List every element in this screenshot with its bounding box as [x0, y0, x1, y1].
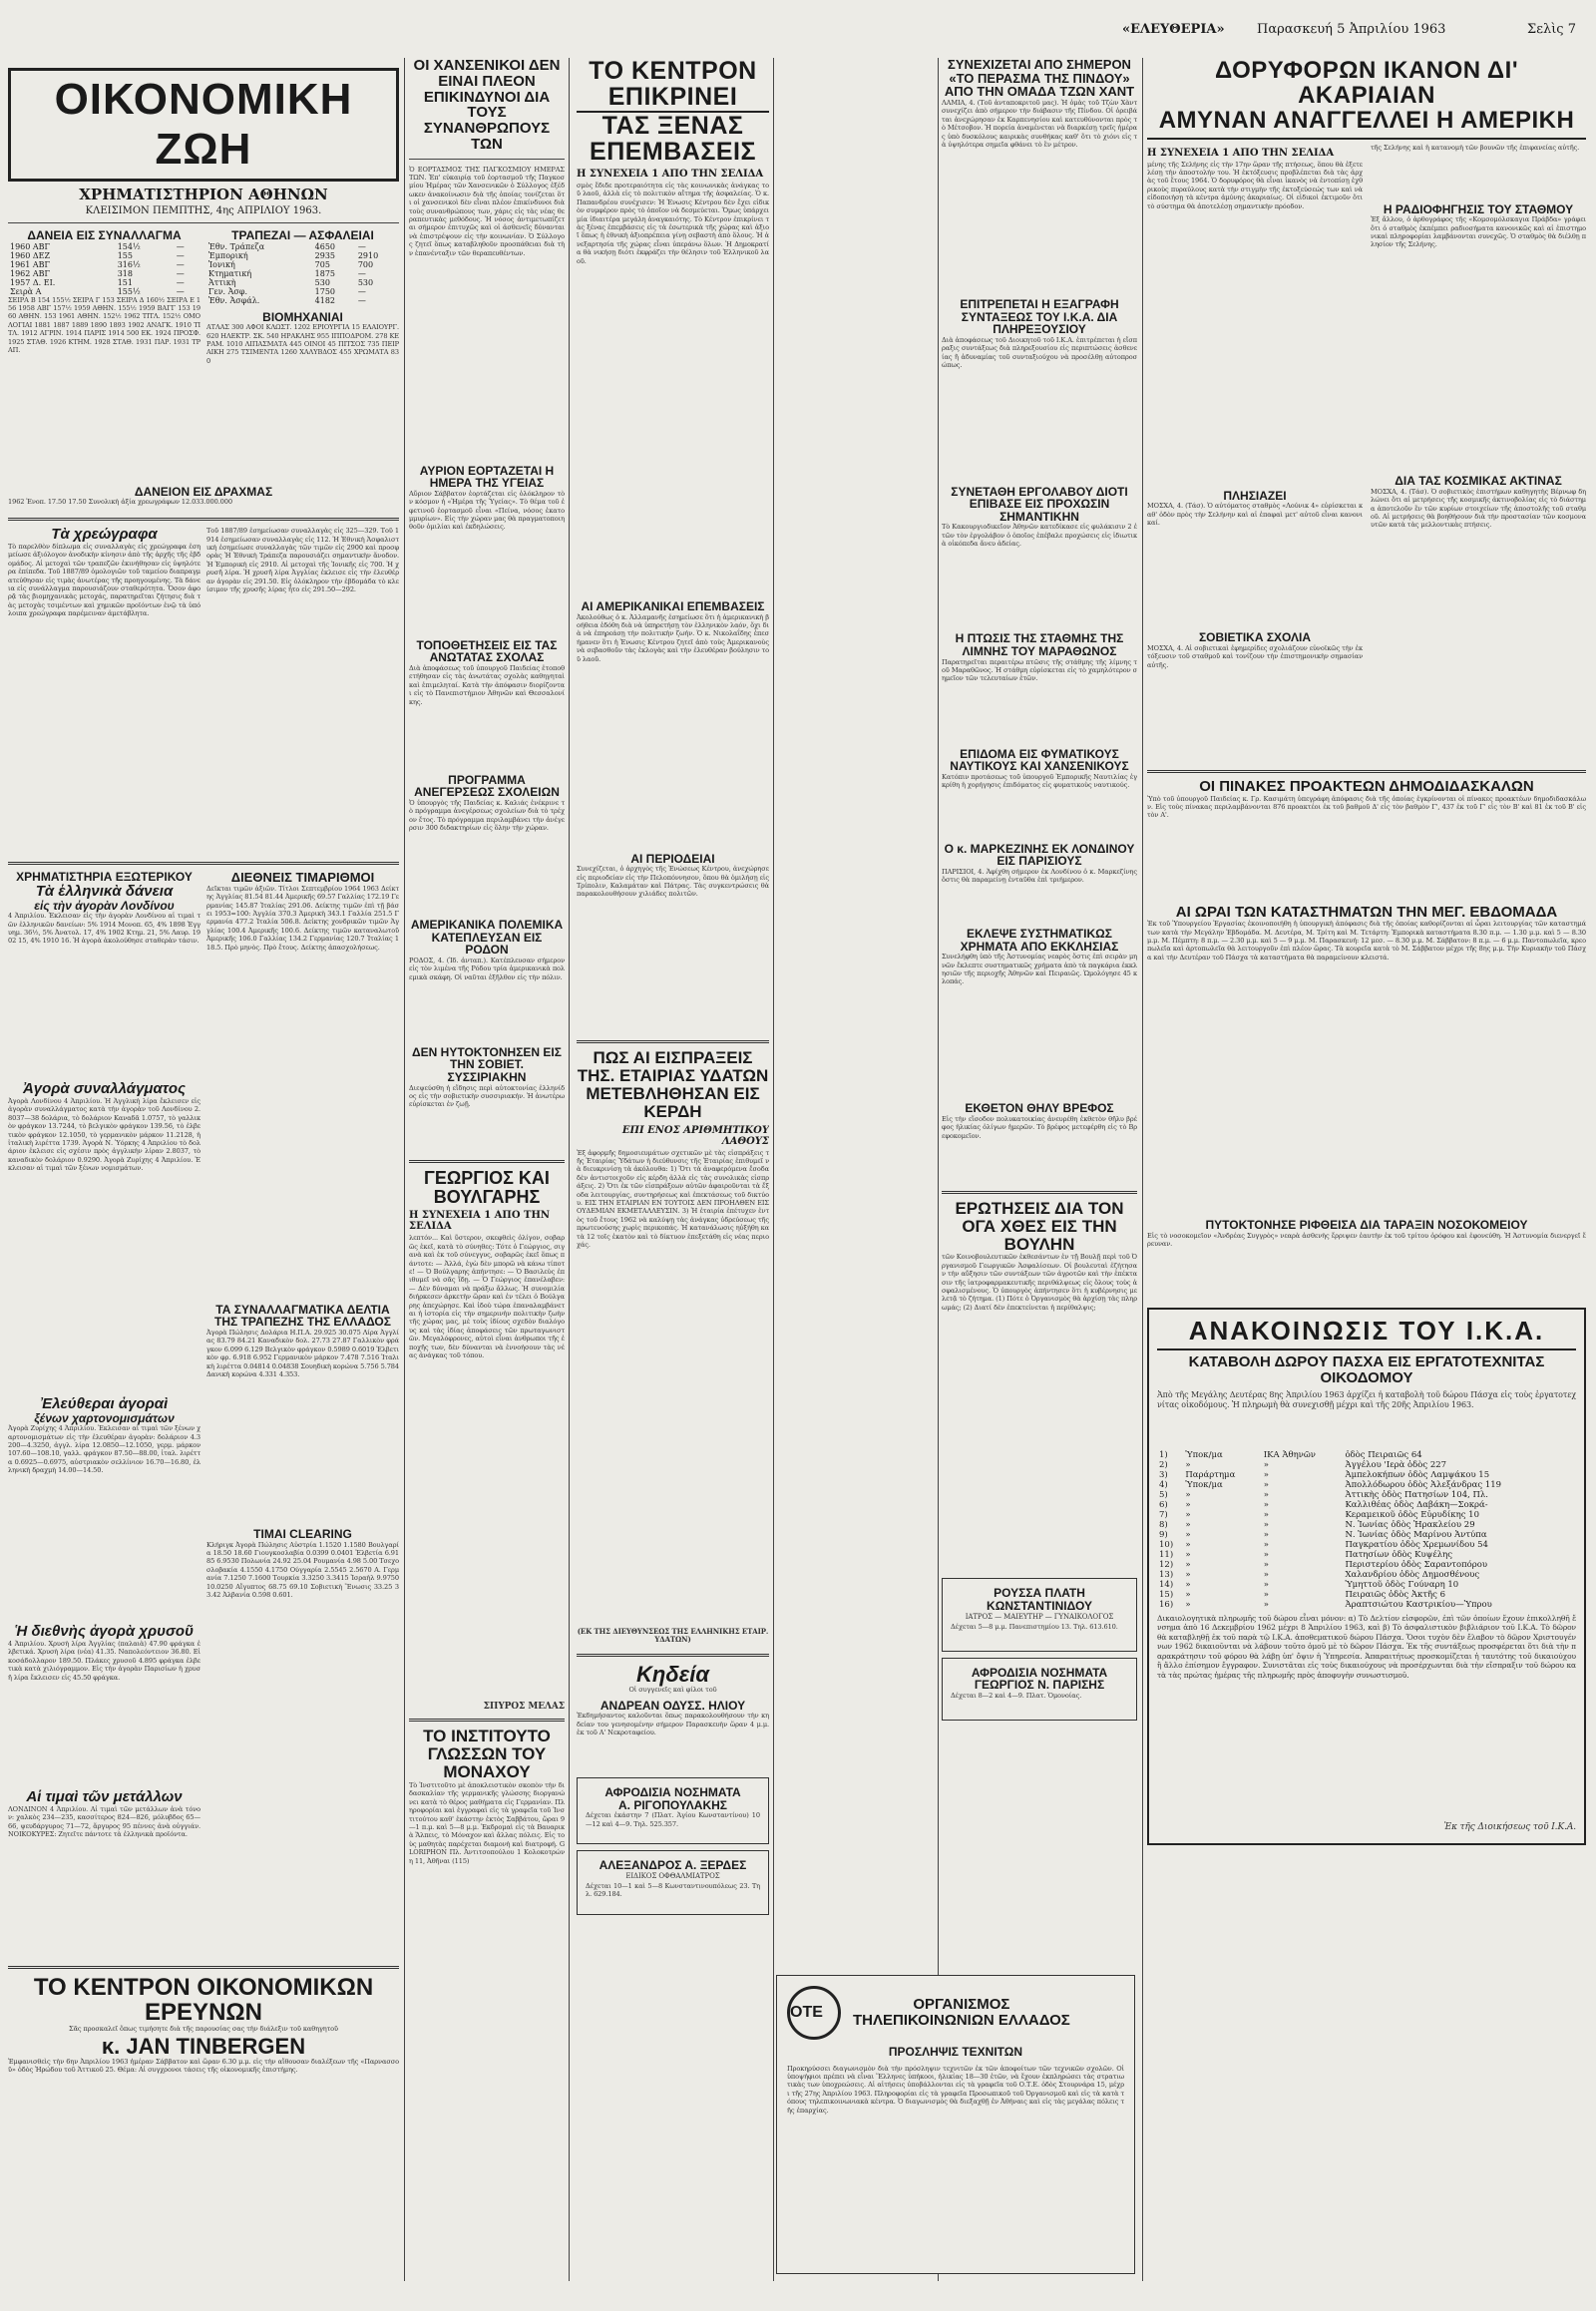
main-headline-line1: ΔΟΡΥΦΟΡΩΝ ΙΚΑΝΟΝ ΔΙ' ΑΚΑΡΙΑΙΑΝ [1214, 58, 1519, 110]
greek-loans-heading: Τὰ ἑλληνικὰ δάνεια [35, 882, 174, 900]
funeral-title: Κηδεία [635, 1661, 710, 1687]
table-cell: 2935 [314, 250, 335, 260]
table-cell: 155 [117, 250, 133, 260]
table-row [1157, 1480, 1576, 1490]
table-cell: 14) [1159, 1579, 1174, 1590]
table-cell: ΙΚΑ Ἀθηνῶν [1263, 1449, 1316, 1460]
table-cell: — [176, 241, 185, 251]
table-cell: Ἀττικὴ [208, 277, 236, 287]
table-cell: 2) [1159, 1459, 1168, 1470]
column-rule [773, 58, 774, 2281]
bonds-table [8, 242, 200, 296]
foreign-exchange-heading: ΧΡΗΜΑΤΙΣΤΗΡΙΑ ΕΞΩΤΕΡΙΚΟΥ [16, 870, 193, 885]
table-cell: » [1185, 1489, 1191, 1500]
table-cell: » [1185, 1539, 1191, 1550]
table-cell: » [1185, 1509, 1191, 1520]
table-cell: 154½ [117, 241, 141, 251]
clearing-heading: ΤΙΜΑΙ CLEARING [253, 1527, 352, 1542]
table-row [1157, 1510, 1576, 1520]
advertisement: ΑΛΕΞΑΝΔΡΟΣ Α. ΞΕΡΔΕΣ ΕΙΔΙΚΟΣ ΟΦΘΑΛΜΙΑΤΡΟΣ Δέχεται 10—1 καὶ 5—8 Κωνσταντινουπόλεως 23. Τηλ. 629.184. [577, 1850, 769, 1915]
table-cell: Ἀπολλόδωρου ὁδὸς Ἀλεξάνδρας 119 [1345, 1479, 1502, 1490]
table-filler: ΣΕΙΡΑ Β 154 155½ ΣΕΙΡΑ Γ 153 ΣΕΙΡΑ Δ 160½ ΣΕΙΡΑ Ε 156 1958 ΑΒΓ 157½ 1959 ΑΘΗΝ. 155½ 1959 ΒΑΓΓ 153 1960 ΑΘΗΝ. 153 1961 ΑΘΗΝ. 152½ 1962 ΤΙΤΛ. 152½ ΟΜΟΛΟΓΙΑΙ 1881 1887 1889 1890 1893 1902 ΑΝΑΓΚ. 1910 ΤΙΤΛ. 1912 ΑΓΡΙΝ. 1914 ΠΑΡΙΣ 1914 500 ΕΚ. 1924 ΠΡΟΣΦ. 1925 ΣΤΑΘ. 1926 ΚΤΗΜ. 1928 ΣΤΑΘ. 1931 ΠΑΡ. 1931 ΤΡΑΠ. [8, 295, 200, 355]
table-row [1157, 1520, 1576, 1530]
ad-title: ΑΦΡΟΔΙΣΙΑ ΝΟΣΗΜΑΤΑ [971, 1665, 1108, 1680]
subheading: ΠΛΗΣΙΑΖΕΙ [1223, 488, 1287, 503]
table-cell: Ἀμπελοκήπων ὁδὸς Λαμψάκου 15 [1345, 1469, 1490, 1480]
table-row [1157, 1540, 1576, 1550]
column-four: ΣΥΝΕΧΙΖΕΤΑΙ ΑΠΟ ΣΗΜΕΡΟΝ «ΤΟ ΠΕΡΑΣΜΑ ΤΗΣ ΠΙΝΔΟΥ» ΑΠΟ ΤΗΝ ΟΜΑΔΑ ΤΖΩΝ ΧΑΝΤ ΛΑΜΙΑ, 4. (Τοῦ ἀνταποκριτοῦ μας). Ἡ ὁμὰς τοῦ Τζὼν Χὰντ συνεχίζει ἀπὸ σήμερον τὴν διάβασιν τῆς Πίνδου. Οἱ ὀρειβάται ἀνεχώρησαν ἐκ Καρπενησίου καὶ κατευθύνονται πρὸς τὸ Μέτσοβον. Ἡ πορεία ἀναμένεται νὰ διαρκέσῃ τρεῖς ἡμέρας ὑπὸ δυσκόλους καιρικὰς συνθήκας καθ' ὅτι τὸ χιόνι εἰς τὰ ὑψηλότερα σημεῖα φθάνει τὸ ἓν μέτρον. ΕΠΙΤΡΕΠΕΤΑΙ Η ΕΞΑΓΡΑΦΗ ΣΥΝΤΑΞΕΩΣ ΤΟΥ Ι.Κ.Α. ΔΙΑ ΠΛΗΡΕΞΟΥΣΙΟΥ Διὰ ἀποφάσεως τοῦ Διοικητοῦ τοῦ Ι.Κ.Α. ἐπιτρέπεται ἡ εἴσπραξις συντάξεως διὰ πληρεξουσίου εἰς περιπτώσεις ἀσθενείας ἢ ἀδυναμίας τοῦ συνταξιούχου νὰ προσέλθῃ αὐτοπροσώπως. ΣΥΝΕΤΑΘΗ ΕΡΓΟΛΑΒΟΥ ΔΙΟΤΙ ΕΠΙΒΑΣΕ ΕΙΣ ΠΡΟΧΩΣΙΝ ΣΗΜΑΝΤΙΚΗΝ Τὸ Κακουργιοδικεῖον Ἀθηνῶν κατεδίκασε εἰς φυλάκισιν 2 ἐτῶν τὸν ἐργολάβον ὁ ὁποῖος ἐπέβαλε προχώσεις εἰς ἰδιωτικὰ οἰκόπεδα ἄνευ ἀδείας. Η ΠΤΩΣΙΣ ΤΗΣ ΣΤΑΘΜΗΣ ΤΗΣ ΛΙΜΝΗΣ ΤΟΥ ΜΑΡΑΘΩΝΟΣ Παρατηρεῖται περαιτέρω πτῶσις τῆς στάθμης τῆς λίμνης τοῦ Μαραθῶνος. Ἡ στάθμη εὑρίσκεται εἰς τὸ χαμηλότερον σημεῖον τῶν τελευταίων ἐτῶν. ΕΠΙΔΟΜΑ ΕΙΣ ΦΥΜΑΤΙΚΟΥΣ ΝΑΥΤΙΚΟΥΣ ΚΑΙ ΧΑΝΣΕΝΙΚΟΥΣ Κατόπιν προτάσεως τοῦ ὑπουργοῦ Ἐμπορικῆς Ναυτιλίας ἐγκρίθη ἡ χορήγησις ἐπιδόματος εἰς φυματικοὺς ναυτικούς. Ο κ. ΜΑΡΚΕΖΙΝΗΣ ΕΚ ΛΟΝΔΙΝΟΥ ΕΙΣ ΠΑΡΙΣΙΟΥΣ ΠΑΡΙΣΙΟΙ, 4. Ἀφίχθη σήμερον ἐκ Λονδίνου ὁ κ. Μαρκεζίνης ὅστις θὰ παραμείνῃ ἐνταῦθα ἐπὶ τριήμερον. ΕΚΛΕΨΕ ΣΥΣΤΗΜΑΤΙΚΩΣ ΧΡΗΜΑΤΑ ΑΠΟ ΕΚΚΛΗΣΙΑΣ Συνελήφθη ὑπὸ τῆς Ἀστυνομίας νεαρὸς ὅστις ἐπὶ σειρὰν μηνῶν ἔκλεπτε συστηματικῶς χρήματα ἀπὸ τὰ παγκάρια ἐκκλησιῶν τῆς περιοχῆς Ἀθηνῶν καὶ Πειραιῶς. Ὡμολόγησε 45 κλοπάς. ΕΚΘΕΤΟΝ ΘΗΛΥ ΒΡΕΦΟΣ Εἰς τὴν εἴσοδον πολυκατοικίας ἀνευρέθη ἐκθετὸν θῆλυ βρέφος ἡλικίας ὀλίγων ἡμερῶν. Τὸ βρέφος μετεφέρθη εἰς τὸ Βρεφοκομεῖον. ΕΡΩΤΗΣΕΙΣ ΔΙΑ ΤΟΝ ΟΓΑ ΧΘΕΣ ΕΙΣ ΤΗΝ ΒΟΥΛΗΝ τῶν Κοινοβουλευτικῶν ἐκθεσάντων ἐν τῇ Βουλῇ περὶ τοῦ Ὀργανισμοῦ Γεωργικῶν Ἀσφαλίσεων. Οἱ βουλευταὶ ἐζήτησαν τὴν αὔξησιν τῶν συντάξεων τῶν ἀγροτῶν καὶ τὴν ἐπέκτασιν τῆς ἰατροφαρμακευτικῆς περιθάλψεως εἰς ὅλους τοὺς ἀσφαλισμένους. Ὁ ὑπουργὸς ἀπήντησεν ὅτι ἡ κυβέρνησις μελετᾷ τὸ ζήτημα. (1) Πότε ὁ Ὀργανισμὸς θὰ ἀρχίσῃ τὰς πληρωμάς; (2) Διατί δὲν ἐπεκτείνεται ἡ περίθαλψις; ΡΟΥΣΣΑ ΠΛΑΤΗ ΚΩΝΣΤΑΝΤΙΝΙΔΟΥ ΙΑΤΡΟΣ — ΜΑΙΕΥΤΗΡ — ΓΥΝΑΙΚΟΛΟΓΟΣ Δέχεται 5—8 μ.μ. Πανεπιστημίου 13. Τηλ. 613.610. ΑΦΡΟΔΙΣΙΑ ΝΟΣΗΜΑΤΑ ΓΕΩΡΓΙΟΣ Ν. ΠΑΡΙΣΗΣ Δέχεται 8—2 καὶ 4—9. Πλατ. Ὁμονοίας. [942, 58, 1137, 2281]
table-cell: Παγκρατίου ὁδὸς Χρεμωνίδου 54 [1345, 1539, 1488, 1550]
ad-name: ΓΕΩΡΓΙΟΣ Ν. ΠΑΡΙΣΗΣ [974, 1678, 1105, 1693]
table-cell: » [1263, 1499, 1269, 1510]
ika-subtitle: ΚΑΤΑΒΟΛΗ ΔΩΡΟΥ ΠΑΣΧΑ ΕΙΣ ΕΡΓΑΤΟΤΕΧΝΙΤΑΣ ΟΙΚΟΔΟΜΟΥ [1157, 1348, 1576, 1386]
table-cell: » [1263, 1539, 1269, 1550]
table-row [8, 269, 200, 278]
gold-market-heading: Ἡ διεθνὴς ἀγορὰ χρυσοῦ [15, 1623, 194, 1641]
table-cell: » [1263, 1569, 1269, 1580]
section-masthead: ΟΙΚΟΝΟΜΙΚΗ ΖΩΗ [8, 68, 399, 182]
table-row [206, 251, 399, 260]
table-cell: Πειραιῶς ὁδὸς Ἀκτῆς 6 [1345, 1589, 1445, 1600]
table-cell: 10) [1159, 1539, 1174, 1550]
main-headline-line2: ΤΑΣ ΞΕΝΑΣ ΕΠΕΜΒΑΣΕΙΣ [590, 111, 756, 166]
ote-subtitle: ΠΡΟΣΛΗΨΙΣ ΤΕΧΝΙΤΩΝ [888, 2045, 1023, 2059]
table-cell: » [1185, 1459, 1191, 1470]
ad-title: ΑΛΕΞΑΝΔΡΟΣ Α. ΞΕΡΔΕΣ [598, 1858, 747, 1873]
column-three: ΤΟ ΚΕΝΤΡΟΝ ΕΠΙΚΡΙΝΕΙ ΤΑΣ ΞΕΝΑΣ ΕΠΕΜΒΑΣΕΙΣ Η ΣΥΝΕΧΕΙΑ 1 ΑΠΟ ΤΗΝ ΣΕΛΙΔΑ σμὸς ἔδιδε προτεραιότητα εἰς τὰς κοινωνικὰς ἀνάγκας τοῦ λαοῦ, ἀλλὰ εἰς τὸ πολιτικὸν αἴτημα τῆς ἀσφαλείας. Ὁ κ. Παπανδρέου συνέχισεν: Ἡ Ἑνωσις Κέντρου δὲν ἔχει εἰδικὸν συμφέρον πρὸς τὸ ὁποῖον νὰ δεσμεύεται. Ὅμως ὑπάρχει μία ἰδιαιτέρα μεγάλη ἀναγκαιότης. Τὸ Κέντρον ἐπικρίνει τὰς ξένας ἐπεμβάσεις εἰς τὰ ἐσωτερικὰ τῆς χώρας καὶ ἀξιοῖ ὅπως ἡ ἐθνικὴ ἀξιοπρέπεια γίνῃ σεβαστὴ ἀπὸ ὅλους. Ἡ ἀνεξαρτησία τῆς χώρας εἶναι ὑπεράνω ὅλων. Ἡ Δημοκρατία θὰ νικήσῃ διότι ἐκφράζει τὴν θέλησιν τοῦ Ἑλληνικοῦ λαοῦ. ΑΙ ΑΜΕΡΙΚΑΝΙΚΑΙ ΕΠΕΜΒΑΣΕΙΣ Ἀκολούθως ὁ κ. Ἀλλαμανῆς ἐσημείωσε ὅτι ἡ ἀμερικανικὴ βοήθεια ἐδόθη διὰ νὰ ὑπηρετήσῃ τὸν ἑλληνικὸν λαόν, ὄχι διὰ νὰ ἐπηρεάσῃ τὴν πολιτικὴν ζωήν. Ὁ κ. Νικολαΐδης ἐπεσήμανεν ὅτι ἡ Ἑνωσις Κέντρου ζητεῖ ἀπὸ τοὺς Ἀμερικανοὺς νὰ σεβασθοῦν τὰς ἐκλογὰς καὶ τὴν ἐλευθέραν βούλησιν τοῦ λαοῦ. ΑΙ ΠΕΡΙΟΔΕΙΑΙ Συνεχίζεται, ὁ ἀρχηγὸς τῆς Ἑνώσεως Κέντρου, ἀνεχώρησε εἰς περιοδείαν εἰς τὴν Πελοπόννησον, ὅπου θὰ ὁμιλήσῃ εἰς Τρίπολιν, Καλαμάταν καὶ Πάτρας. Τὰς συγκεντρώσεις θὰ παρακολουθήσουν χιλιάδες πολιτῶν. ΠΩΣ ΑΙ ΕΙΣΠΡΑΞΕΙΣ ΤΗΣ. ΕΤΑΙΡΙΑΣ ΥΔΑΤΩΝ ΜΕΤΕΒΛΗΘΗΣΑΝ ΕΙΣ ΚΕΡΔΗ ΕΠΙ ΕΝΟΣ ΑΡΙΘΜΗΤΙΚΟΥ ΛΑΘΟΥΣ Ἐξ ἀφορμῆς δημοσιευμάτων σχετικῶν μὲ τὰς εἰσπράξεις τῆς Ἑταιρίας Ὑδάτων ἡ διεύθυνσις τῆς Ἑταιρίας ἐπιθυμεῖ νὰ διευκρινίσῃ τὰ ἀκόλουθα: 1) Ὅτι τὰ ἀναφερόμενα ἔσοδα δὲν ἀντιστοιχοῦν εἰς κέρδη ἀλλὰ εἰς τὰς συνολικὰς εἰσπράξεις. 2) Ὅτι ἐκ τῶν εἰσπράξεων αὐτῶν ἀφαιροῦνται τὰ ἔξοδα λειτουργίας, συντηρήσεως καὶ ἐπεκτάσεως τοῦ δικτύου. ΕΙΣ ΤΗΝ ΕΤΑΙΡΙΑΝ ΕΝ ΤΟΥΤΟΙΣ ΔΕΝ ΠΡΟΗΛΘΕΝ ΕΙΣ ΟΥΔΕΜΙΑΝ ΕΚΜΕΤΑΛΛΕΥΣΙΝ. 3) Ἡ ἑταιρία ἐπέτυχεν ἐντὸς τοῦ ἔτους 1962 νὰ καλύψῃ τὰς ἀνάγκας ὑδρεύσεως τῆς πρωτευούσης χωρὶς περικοπάς. Ἡ κατανάλωσις ηὐξήθη κατὰ 12 τοῖς ἑκατὸν καὶ τὸ δίκτυον ἐπεξετάθη εἰς νέας περιοχάς. (ΕΚ ΤΗΣ ΔΙΕΥΘΥΝΣΕΩΣ ΤΗΣ ΕΛΛΗΝΙΚΗΣ ΕΤΑΙΡ. ΥΔΑΤΩΝ) Κηδεία Οἱ συγγενεῖς καὶ φίλοι τοῦ ΑΝΔΡΕΑΝ ΟΔΥΣΣ. ΗΛΙΟΥ Ἐκδημήσαντος καλοῦνται ὅπως παρακολουθήσουν τὴν κηδείαν του γενησομένην σήμερον Παρασκευὴν ὥραν 4 μ.μ. ἐκ τοῦ Α' Νεκροταφείου. ΑΦΡΟΔΙΣΙΑ ΝΟΣΗΜΑΤΑ Α. ΡΙΓΟΠΟΥΛΑΚΗΣ Δέχεται ἑκάστην 7 (Πλατ. Ἀγίου Κωνσταντίνου) 10—12 καὶ 4—9. Τηλ. 525.357. ΑΛΕΞΑΝΔΡΟΣ Α. ΞΕΡΔΕΣ ΕΙΔΙΚΟΣ ΟΦΘΑΛΜΙΑΤΡΟΣ Δέχεται 10—1 καὶ 5—8 Κωνσταντινουπόλεως 23. Τηλ. 629.184. [577, 58, 769, 2281]
table-cell: Ἐθν. Τράπεζα [208, 241, 265, 251]
currency-market-heading: Ἀγορὰ συναλλάγματος [22, 1080, 187, 1098]
ad-subtitle: ΙΑΤΡΟΣ — ΜΑΙΕΥΤΗΡ — ΓΥΝΑΙΚΟΛΟΓΟΣ [965, 1612, 1114, 1621]
table-cell: » [1263, 1479, 1269, 1490]
table-cell: ὁδὸς Πειραιῶς 64 [1345, 1449, 1422, 1460]
column-five: ΔΟΡΥΦΟΡΩΝ ΙΚΑΝΟΝ ΔΙ' ΑΚΑΡΙΑΙΑΝ ΑΜΥΝΑΝ ΑΝΑΓΓΕΛΛΕΙ Η ΑΜΕΡΙΚΗ Η ΣΥΝΕΧΕΙΑ 1 ΑΠΟ ΤΗΝ ΣΕΛΙΔΑ μένης τῆς Σελήνης εἰς τὴν 17ην ὥραν τῆς πτήσεως, ὅπου θὰ ἐξετελέσῃ τὴν ἀποστολήν του. Ἡ ἐκτόξευσις προβλέπεται διὰ τὰς ἀρχὰς τοῦ ἔτους 1964. Ὁ δορυφόρος θὰ εἶναι ἱκανὸς νὰ ἐντοπίσῃ ἐχθρικοὺς πυραύλους κατὰ τὴν στιγμὴν τῆς ἐκτοξεύσεώς των καὶ νὰ εἰδοποιήσῃ τὰ κέντρα ἀμύνης ἀκαριαίως. Οἱ εἰδικοὶ ἐκτιμοῦν ὅτι τὸ σύστημα θὰ ἀποτελέσῃ σημαντικὴν πρόοδον. ΠΛΗΣΙΑΖΕΙ ΜΟΣΧΑ, 4. (Τάσ). Ὁ αὐτόματος σταθμὸς «Λούνικ 4» εὑρίσκεται καθ' ὁδὸν πρὸς τὴν Σελήνην καὶ αἱ ἐπαφαὶ μετ' αὐτοῦ εἶναι κανονικαί. ΣΟΒΙΕΤΙΚΑ ΣΧΟΛΙΑ ΜΟΣΧΑ, 4. Αἱ σοβιετικαὶ ἐφημερίδες σχολιάζουν εὐνοϊκῶς τὴν ἐκτόξευσιν τοῦ σταθμοῦ καὶ τονίζουν τὴν ἐπιστημονικὴν σημασίαν αὐτῆς. τῆς Σελήνης καὶ ἡ κατανομὴ τῶν βουνῶν τῆς ἐπιφανείας αὐτῆς. Η ΡΑΔΙΟΦΗΓΗΣΙΣ ΤΟΥ ΣΤΑΘΜΟΥ Ἐξ ἄλλου, ὁ ἀρθογράφος τῆς «Κομσομόλσκαγια Πράβδα» γράφει ὅτι ὁ σταθμὸς ἐκπέμπει ραδιοσήματα κανονικῶς καὶ αἱ ἐπιστημονικαὶ πληροφορίαι λαμβάνονται συνεχῶς. Ὁ σταθμὸς θὰ διέλθῃ πλησίον τῆς Σελήνης. ΔΙΑ ΤΑΣ ΚΟΣΜΙΚΑΣ ΑΚΤΙΝΑΣ ΜΟΣΧΑ, 4. (Τάσ). Ὁ σοβιετικὸς ἐπιστήμων καθηγητὴς Βέρνωφ δηλώνει ὅτι αἱ μετρήσεις τῆς κοσμικῆς ἀκτινοβολίας εἰς τὸ διάστημα ἀποτελοῦν ἓν τῶν κυρίων στοιχείων τῆς ἀποστολῆς τοῦ σταθμοῦ. Αἱ μετρήσεις θὰ βοηθήσουν διὰ τὴν προστασίαν τῶν κοσμοναυτῶν κατὰ τὰς μελλοντικὰς πτήσεις. ΟΙ ΠΙΝΑΚΕΣ ΠΡΟΑΚΤΕΩΝ ΔΗΜΟΔΙΔΑΣΚΑΛΩΝ Ὑπὸ τοῦ ὑπουργοῦ Παιδείας κ. Γρ. Κασιμάτη ὑπεγράφη ἀπόφασις διὰ τῆς ὁποίας ἐγκρίνονται οἱ πίνακες προακτέων δημοδιδασκάλων. Εἰς τοὺς πίνακας περιλαμβάνονται 876 προακτέοι ἐκ τοῦ βαθμοῦ Δ' εἰς τὸν βαθμὸν Γ', 437 ἐκ τοῦ Γ' εἰς τὸν Β' καὶ 81 ἐκ τοῦ Β' εἰς τὸν Α'. ΑΙ ΩΡΑΙ ΤΩΝ ΚΑΤΑΣΤΗΜΑΤΩΝ ΤΗΝ ΜΕΓ. ΕΒΔΟΜΑΔΑ Ἐκ τοῦ Ὑπουργείου Ἐργασίας ἐκοινοποιήθη ἡ ὑπουργικὴ ἀπόφασις διὰ τῆς ὁποίας καθορίζονται αἱ ὧραι λειτουργίας τῶν καταστημάτων κατὰ τὴν Μεγάλην Ἑβδομάδα. Μ. Δευτέρα, Μ. Τρίτη καὶ Μ. Τετάρτη: Ἐμπορικὰ καταστήματα 8.30 π.μ. — 1.30 μ.μ. καὶ 5 — 8.30 μ.μ. Μ. Πέμπτη: 8 π.μ. — 2.30 μ.μ. καὶ 5 — 9 μ.μ. Μ. Παρασκευή: 12 μεσ. — 8.30 μ.μ. Μ. Σάββατον: 8 π.μ. — 6 μ.μ. Παντοπωλεῖα, κρεοπωλεῖα καὶ ἀρτοπωλεῖα θὰ λειτουργοῦν ἐπὶ πλέον ὥρας. Τὰ κουρεῖα κατὰ τὸ Μ. Σάββατον μέχρι τῆς 8ης μ.μ. Τὴν Κυριακὴν τοῦ Πάσχα καὶ τὴν Δευτέραν τοῦ Πάσχα τὰ καταστήματα θὰ παραμείνουν κλειστά. ΠΥΤΟΚΤΟΝΗΣΕ ΡΙΦΘΕΙΣΑ ΔΙΑ ΤΑΡΑΞΙΝ ΝΟΣΟΚΟΜΕΙΟΥ Εἰς τὸ νοσοκομεῖον «Ἀνδρέας Συγγρὸς» νεαρὰ ἀσθενὴς ἔρριψεν ἑαυτὴν ἐκ τοῦ τρίτου ὀρόφου καὶ ἐφονεύθη. Ἡ Ἀστυνομία διενεργεῖ ἔρευναν. ΑΝΑΚΟΙΝΩΣΙΣ ΤΟΥ Ι.Κ.Α. ΚΑΤΑΒΟΛΗ ΔΩΡΟΥ ΠΑΣΧΑ ΕΙΣ ΕΡΓΑΤΟΤΕΧΝΙΤΑΣ ΟΙΚΟΔΟΜΟΥ Ἀπὸ τῆς Μεγάλης Δευτέρας 8ης Ἀπριλίου 1963 ἀρχίζει ἡ καταβολὴ τοῦ δώρου Πάσχα εἰς τοὺς ἐργατοτεχνίτας οἰκοδόμους. Ἡ πληρωμὴ θὰ συνεχισθῇ μέχρι καὶ τῆς 20ῆς Ἀπριλίου 1963. 1) Ὑποκ/μα ΙΚΑ Ἀθηνῶν ὁδὸς Πειραιῶς 64 2) » » Ἀγγέλου 'Ιερὰ ὁδὸς 227 3) Παράρτημα » Ἀμπελοκήπων ὁδὸς Λαμψάκου 15 4) Ὑποκ/μα » Ἀπολλόδωρου ὁδὸς Ἀλεξάνδρας 119 5) » » Ἀττικὴς ὁδὸς Πατησίων 104, Πλ. 6) » » Καλλιθέας ὁδὸς Δαβάκη—Σοκρά- 7) » » Κεραμεικοῦ ὁδὸς Εὐρυδίκης 10 8) » » Ν. Ἰωνίας ὁδὸς Ἠρακλείου 29 9) » » Ν. Ἰωνίας ὁδὸς Μαρίνου Ἀντύπα 10) » » Παγκρατίου ὁδὸς Χρεμωνίδου 54 11) » » Πατησίων ὁδὸς Κυψέλης 12) » » Περιστερίου ὁδὸς Σαραντοπόρου 13) » » Χαλανδρίου ὁδὸς Δημοσθένους 14) » » Ὑμηττοῦ ὁδὸς Γούναρη 10 15) » » Πειραιῶς ὁδὸς Ἀκτῆς 6 16) » » Ἀραπτσιώτου Καστρικίου—Ὑπρου Δικαιολογητικὰ πληρωμῆς τοῦ δώρου εἶναι μόνον: α) Τὸ Δελτίον εἰσφορῶν, ἐπὶ τῶν ὁποίων ἔχουν ἐπικολληθῆ ἔνσημα ἀπὸ 16 Δεκεμβρίου 1962 μέχρι 8 Ἀπριλίου 1963, καὶ β) Τὸ ἀσφαλιστικὸν βιβλιάριον τοῦ Ι.Κ.Α. Τὸ δῶρον θὰ καταβληθῇ ἐκ τοῦ παρὰ τῷ Ι.Κ.Α. ἀποθεματικοῦ δώρου Πάσχα. Ὅσοι τυχὸν δὲν ἔλαβον τὸ δῶρον Χριστουγέννων 1962 δικαιοῦνται νὰ λάβουν τοῦτο ὁμοῦ μὲ τὸ δῶρον Πάσχα. Ἐκ τῆς συντάξεως προσφέρεται ὅτι διὰ τὴν παρακράτησιν τοῦ φόρου θὰ λάβῃ ὑπ' ὄψιν ἡ Ὑπηρεσία. Ἀπαραιτήτως προσκομίζεται ἡ ταυτότης τοῦ δικαιούχου ἢ ἄλλο ἐπίσημον ἔγγραφον. Συνιστᾶται εἰς τοὺς δικαιούχους νὰ προσέρχωνται διὰ τὴν εἴσπραξιν τοῦ δώρου κατὰ τὰς πρώτας ἡμέρας τῆς πληρωμῆς πρὸς ἀποφυγὴν συνωστισμοῦ. Ἐκ τῆς Διοικήσεως τοῦ Ι.Κ.Α. [1147, 58, 1586, 2281]
article-headline: ΣΥΝΕΤΑΘΗ ΕΡΓΟΛΑΒΟΥ ΔΙΟΤΙ ΕΠΙΒΑΣΕ ΕΙΣ ΠΡΟΧΩΣΙΝ ΣΗΜΑΝΤΙΚΗΝ [951, 484, 1128, 524]
table-row [1157, 1530, 1576, 1540]
table-cell: 6) [1159, 1499, 1168, 1510]
table-row [1157, 1490, 1576, 1500]
table-cell: 1875 [314, 268, 335, 278]
article-headline: Ο κ. ΜΑΡΚΕΖΙΝΗΣ ΕΚ ΛΟΝΔΙΝΟΥ ΕΙΣ ΠΑΡΙΣΙΟΥΣ [944, 841, 1135, 869]
table-cell: 530 [357, 277, 374, 287]
table-row [1157, 1580, 1576, 1590]
table-cell: Ἀγγέλου 'Ιερὰ ὁδὸς 227 [1345, 1459, 1447, 1470]
banks-table [206, 242, 399, 305]
table-cell: Περιστερίου ὁδὸς Σαραντοπόρου [1345, 1559, 1488, 1570]
table-cell: Ν. Ἰωνίας ὁδὸς Μαρίνου Ἀντύπα [1345, 1529, 1487, 1540]
table-cell: 1957 Δ. ΕΙ. [10, 277, 56, 287]
table-cell: — [176, 277, 185, 287]
funeral-name: ΑΝΔΡΕΑΝ ΟΔΥΣΣ. ΗΛΙΟΥ [599, 1698, 746, 1713]
securities-heading: Τὰ χρεώγραφα [51, 526, 158, 544]
column-rule [1142, 58, 1143, 2281]
table-cell: 4650 [314, 241, 335, 251]
table-cell: » [1263, 1469, 1269, 1480]
table-cell: Ὑμηττοῦ ὁδὸς Γούναρη 10 [1345, 1579, 1459, 1590]
table-cell: — [357, 241, 366, 251]
article-headline: ΠΡΟΓΡΑΜΜΑ ΑΝΕΓΕΡΣΕΩΣ ΣΧΟΛΕΙΩΝ [414, 772, 560, 800]
table-cell: — [176, 268, 185, 278]
table-heading: ΒΙΟΜΗΧΑΝΙΑΙ [262, 309, 343, 324]
ad-title: ΡΟΥΣΣΑ ΠΛΑΤΗ ΚΩΝΣΤΑΝΤΙΝΙΔΟΥ [987, 1586, 1092, 1613]
table-row [206, 260, 399, 269]
table-cell: 1961 ΑΒΓ [10, 259, 51, 269]
ad-subtitle: ΕΙΔΙΚΟΣ ΟΦΘΑΛΜΙΑΤΡΟΣ [625, 1872, 720, 1881]
subheading: ΣΟΒΙΕΤΙΚΑ ΣΧΟΛΙΑ [1198, 630, 1312, 645]
table-cell: 318 [117, 268, 133, 278]
table-cell: 1) [1159, 1449, 1168, 1460]
ad-name: Α. ΡΙΓΟΠΟΥΛΑΚΗΣ [617, 1797, 727, 1812]
table-cell: Χαλανδρίου ὁδὸς Δημοσθένους [1345, 1569, 1480, 1580]
table-cell: 16) [1159, 1599, 1174, 1610]
table-row [1157, 1500, 1576, 1510]
column-rule [404, 58, 405, 2281]
article-signature: ΣΠΥΡΟΣ ΜΕΛΑΣ [483, 1702, 565, 1713]
table-cell: Παράρτημα [1185, 1469, 1236, 1480]
table-cell: » [1185, 1579, 1191, 1590]
table-cell: — [176, 250, 185, 260]
subheading: Η ΡΑΔΙΟΦΗΓΗΣΙΣ ΤΟΥ ΣΤΑΘΜΟΥ [1383, 201, 1574, 216]
table-cell: Ν. Ἰωνίας ὁδὸς Ἠρακλείου 29 [1345, 1519, 1475, 1530]
table-row [206, 269, 399, 278]
advertisement: ΡΟΥΣΣΑ ΠΛΑΤΗ ΚΩΝΣΤΑΝΤΙΝΙΔΟΥ ΙΑΤΡΟΣ — ΜΑΙΕΥΤΗΡ — ΓΥΝΑΙΚΟΛΟΓΟΣ Δέχεται 5—8 μ.μ. Πανεπιστημίου 13. Τηλ. 613.610. [942, 1578, 1137, 1651]
ad-title: ΑΦΡΟΔΙΣΙΑ ΝΟΣΗΜΑΤΑ [604, 1785, 741, 1800]
continuation-label: Η ΣΥΝΕΧΕΙΑ 1 ΑΠΟ ΤΗΝ ΣΕΛΙΔΑ [577, 169, 764, 180]
table-row [1157, 1460, 1576, 1470]
table-cell: » [1263, 1549, 1269, 1560]
table-row [206, 242, 399, 251]
london-market-heading: εἰς τὴν ἀγορὰν Λονδίνου [34, 898, 175, 913]
page-header [938, 4, 1586, 52]
table-cell: » [1185, 1519, 1191, 1530]
table-row [1157, 1600, 1576, 1610]
article-headline: ΕΠΙΔΟΜΑ ΕΙΣ ΦΥΜΑΤΙΚΟΥΣ ΝΑΥΤΙΚΟΥΣ ΚΑΙ ΧΑΝΣΕΝΙΚΟΥΣ [950, 746, 1129, 774]
article-headline: ΔΕΝ ΗΥΤΟΚΤΟΝΗΣΕΝ ΕΙΣ ΤΗΝ ΣΟΒΙΕΤ. ΣΥΣΣΙΡΙΑΚΗΝ [412, 1044, 562, 1085]
table-heading: ΔΑΝΕΙΟΝ ΕΙΣ ΔΡΑΧΜΑΣ [134, 484, 273, 499]
financial-section: ΟΙΚΟΝΟΜΙΚΗ ΖΩΗ ΧΡΗΜΑΤΙΣΤΗΡΙΟΝ ΑΘΗΝΩΝ ΚΛΕΙΣΙΜΟΝ ΠΕΜΠΤΗΣ, 4ης ΑΠΡΙΛΙΟΥ 1963. ΔΑΝΕΙΑ ΕΙΣ ΣΥΝΑΛΛΑΓΜΑ 1960 ΑΒΓ 154½ — 1960 ΔΕΖ 155 — 1961 ΑΒΓ 316½ — 1962 ΑΒΓ 318 — 1957 Δ. ΕΙ. 151 — Σειρὰ Α 155½ — ΣΕΙΡΑ Β 154 155½ ΣΕΙΡΑ Γ 153 ΣΕΙΡΑ Δ 160½ ΣΕΙΡΑ Ε 156 1958 ΑΒΓ 157½ 1959 ΑΘΗΝ. 155½ 1959 ΒΑΓΓ 153 1960 ΑΘΗΝ. 153 1961 ΑΘΗΝ. 152½ 1962 ΤΙΤΛ. 152½ ΟΜΟΛΟΓΙΑΙ 1881 1887 1889 1890 1893 1902 ΑΝΑΓΚ. 1910 ΤΙΤΛ. 1912 ΑΓΡΙΝ. 1914 ΠΑΡΙΣ 1914 500 ΕΚ. 1924 ΠΡΟΣΦ. 1925 ΣΤΑΘ. 1926 ΚΤΗΜ. 1928 ΣΤΑΘ. 1931 ΠΑΡ. 1931 ΤΡΑΠ. ΤΡΑΠΕΖΑΙ — ΑΣΦΑΛΕΙΑΙ Ἐθν. Τράπεζα 4650 — Ἑμπορική 2935 2910 Ἰονική 705 700 Κτηματική 1875 — Ἀττικὴ 530 530 Γεν. Ἀσφ. 1750 — Ἑθν. Ἀσφάλ. 4182 — ΒΙΟΜΗΧΑΝΙΑΙ ΑΤΛΑΣ 300 ΑΦΟΙ ΚΛΩΣΤ. 1202 ΕΡΙΟΥΡΓΙΑ 15 ΕΛΑΙΟΥΡΓ. 620 ΗΛΕΚΤΡ. ΣΚ. 540 ΗΡΑΚΛΗΣ 955 ΙΠΠΟΔΡΟΜ. 278 ΚΕΡΑΜ. 1010 ΛΙΠΑΣΜΑΤΑ 445 ΟΙΝΟΙ 45 ΠΙΤΣΟΣ 735 ΠΕΙΡΑΙΚΗ 275 ΤΣΙΜΕΝΤΑ 1260 ΧΑΛΥΒΔΟΣ 455 ΧΡΩΜΑΤΑ 830 ΔΑΝΕΙΟΝ ΕΙΣ ΔΡΑΧΜΑΣ 1962 Ἑνοπ. 17.50 17.50 Συνολικὴ ἀξία χρεωγράφων 12.033.000.000 Τὰ χρεώγραφα Τὸ παρελθὸν δίπλωμα εἰς συναλλαγὰς εἰς χρεώγραφα ἐσημείωσε ἀξιόλογον ἀνοδικὴν κίνησιν ἀπὸ τῆς ἀρχῆς τῆς ἐβδομάδος. Αἱ μετοχαὶ τῶν τραπεζῶν ἐκινήθησαν εἰς ὑψηλότερα ἐπίπεδα. Τοῦ 1887/89 ὁμολογιῶν τοῦ ταμείου διαπραγματεύθησαν εἰς τιμὰς ἀνωτέρας τῆς προηγουμένης. Τὰ δάνεια εἰς συνάλλαγμα παρουσιάζουν σταθερότητα. Ὅσον ἀφορᾷ τὰς βιομηχανικὰς μετοχάς, παρατηρεῖται ζήτησις διὰ τὰς μετοχὰς τσιμέντων καὶ χημικῶν προϊόντων ἐνῷ τὰ ὑπόλοιπα χρεώγραφα παρέμειναν ἀμετάβλητα. Τοῦ 1887/89 ἐσημείωσαν συναλλαγὰς εἰς 325—329. Τοῦ 1914 ἐσημείωσαν συναλλαγὰς εἰς 112. Ἡ Ἐθνικὴ Ἀσφαλιστικὴ ἐσημείωσε συναλλαγὰς τῶν τιμῶν εἰς 2900 καὶ προσφορὰς Ἡ Ἐθνικὴ Τράπεζα παρουσιάζει σημαντικὴν ἄνοδον. Ἡ Ἑμπορικὴ εἰς 2910. Αἱ μετοχαὶ τῆς Ἰονικῆς εἰς 700. Ἡ χρυσῆ λίρα. Ἡ χρυσῆ λίρα Ἀγγλίας ἐκλεισε εἰς τὴν ἐλευθέραν ἀγορὰν εἰς 291.50. Εἰς ὁλόκληρον τὴν ἐβδομάδα τὸ κλείσιμον τῆς χρυσῆς λίρας ἦτο εἰς 291.50—292. ΧΡΗΜΑΤΙΣΤΗΡΙΑ ΕΞΩΤΕΡΙΚΟΥ Τὰ ἑλληνικὰ δάνεια εἰς τὴν ἀγορὰν Λονδίνου 4 Ἀπριλίου. Ἐκλεισαν εἰς τὴν ἀγορὰν Λονδίνου αἱ τιμαὶ τῶν ἑλληνικῶν δανείων: 5% 1914 Μονοπ. 65, 4% 1898 Ἐγγυημ. 36½, 5% Ἀνατολ. 17, 4% 1902 Κτημ. 21, 5% Λαυρ. 1902 15, 4% 1910 16. Ἡ ἀγορὰ ἀκολούθησε σταθερὰν τάσιν. Ἀγορὰ συναλλάγματος Ἀγορὰ Λονδίνου 4 Ἀπριλίου. Ἡ Ἀγγλικὴ λίρα ἔκλεισεν εἰς ἀγορὰν συναλλάγματος κατὰ τὴν ἀγορὰν τοῦ Λονδίνου 2.8037—38 δολάρια, τὸ δολάριον Καναδᾶ 1.0757, τὸ γαλλικὸν φράγκον 13.7244, τὸ βελγικὸν φράγκον 139.56, τὸ ἑλβετικὸν φράγκον 12.1050, τὸ γερμανικὸν μάρκον 11.2128, ἡ ἰταλικὴ λιρέττα 1739. Ἀγορὰ Ν. Ὑόρκης 4 Ἀπριλίου τὸ δολάριον ἐκλεισε εἰς σχέσιν πρὸς ἀγγλικὴν λίραν 2.8037, τὸ καναδικὸν δολάριον 0.9290. Ἀγορὰ Ζυρίχης 4 Ἀπριλίου. Ἐκλεισαν αἱ τιμαὶ τῶν ξένων νομισμάτων. Ἐλεύθεραι ἀγοραὶ ξένων χαρτονομισμάτων Ἀγορὰ Ζυρίχης 4 Ἀπριλίου. Ἐκλεισαν αἱ τιμαὶ τῶν ξένων χαρτονομισμάτων εἰς τὴν ἐλευθέραν ἀγορὰν: δολάριον 4.3200—4.3250, ἀγγλ. λίρα 12.0850—12.1050, γερμ. μάρκον 107.60—108.10, γαλλ. φράγκον 87.50—88.00, ἰταλ. λιρέττα 0.6925—0.6975, αὐστριακὸν σελλίνιον 16.70—16.80, ἑλληνικὴ δραχμὴ 14.00—14.50. Ἡ διεθνὴς ἀγορὰ χρυσοῦ 4 Ἀπριλίου. Χρυσὴ λίρα Ἀγγλίας (παλαιὰ) 47.90 φράγκα ἑλβετικά. Χρυσὴ λίρα (νέα) 41.35. Ναπολεόντειον 36.80. Εἰκοσάδολλαρον 189.50. Πλάκες χρυσοῦ 4.895 φράγκα ἑλβετικὰ κατὰ χιλιόγραμμον. Εἰς τὴν ἀγορὰν Παρισίων ἡ χρυσῆ λίρα ἔκλεισεν εἰς 45.50 φράγκα. Αἱ τιμαὶ τῶν μετάλλων ΛΟΝΔΙΝΟΝ 4 Ἀπριλίου. Αἱ τιμαὶ τῶν μετάλλων ἀνὰ τόνον: χαλκὸς 234—235, κασσίτερος 824—826, μόλυβδος 65—66, ψευδάργυρος 71—72, ἄργυρος 95 πέννες ἀνὰ οὐγγιάν. ΝΟΙΚΟΚΥΡΕΣ: Ζητεῖτε πάντοτε τὰ ἑλληνικὰ προϊόντα. ΔΙΕΘΝΕΙΣ ΤΙΜΑΡΙΘΜΟΙ Δεῖκται τιμῶν ἀξιῶν. Τίτλοι Σεπτεμβρίου 1964 1963 Δείκτης Ἀγγλίας 81.54 81.44 Ἀμερικῆς 69.57 Γαλλίας 172.19 Γερμανίας 145.87 Ἰταλίας 291.06. Δείκτης τιμῶν ἐπὶ τῇ βάσει 1953=100: Ἀγγλία 370.3 Ἀμερικὴ 343.1 Γαλλία 251.5 Γερμανία 477.2 Ἰταλία 506.8. Δείκτης χονδρικῶν τιμῶν Ἀγγλίας 100.4 Ἀμερικῆς 100.6. Δείκτης τιμῶν καταναλωτοῦ Ἀμερικῆς 106.0 Γαλλίας 134.2 Γερμανίας 120.7 Ἰταλίας 118.5. Πρὸ μηνὸς. Πρὸ ἔτους. Δείκτης ἀπασχολήσεως. ΤΑ ΣΥΝΑΛΛΑΓΜΑΤΙΚΑ ΔΕΛΤΙΑ ΤΗΣ ΤΡΑΠΕΖΗΣ ΤΗΣ ΕΛΛΑΔΟΣ Ἀγορὰ Πώλησις Δολάρια Η.Π.Α. 29.925 30.075 Λίρα Ἀγγλίας 83.79 84.21 Καναδικὸν δολ. 27.73 27.87 Γαλλικὸν φράγκον 6.099 6.129 Βελγικὸν φράγκον 0.5989 0.6019 Ἑλβετικὸν φρ. 6.918 6.952 Γερμανικὸν μάρκον 7.478 7.516 Ἰταλικὴ λιρέττα 0.04814 0.04838 Σουηδικὴ κορώνα 5.756 5.784 Δανικὴ κορώνα 4.331 4.353. ΤΙΜΑΙ CLEARING Κλήριγκ Ἀγορὰ Πώλησις Αὐστρία 1.1520 1.1580 Βουλγαρία 18.50 18.60 Γιουγκοσλαβία 0.0399 0.0401 Ἑλβετία 6.9185 6.9530 Πολωνία 24.92 25.04 Ρουμανία 4.98 5.00 Τσεχοσλοβακία 4.1550 4.1750 Ούγγαρία 2.5545 2.5670 Α. Γερμανία 7.1250 7.1600 Τουρκία 3.3250 3.3415 Ἰσραὴλ 9.9750 10.0250 Αἴγυπτος 68.75 69.10 Σοβιετικὴ Ἕνωσις 33.25 33.42 Ἀλβανία 0.598 0.601. ΤΟ ΚΕΝΤΡΟΝ ΟΙΚΟΝΟΜΙΚΩΝ ΕΡΕΥΝΩΝ Σᾶς προσκαλεῖ ὅπως τιμήσητε διὰ τῆς παρουσίας σας τὴν διάλεξιν τοῦ καθηγητοῦ κ. JAN TINBERGEN Ἐμφανισθεὶς τὴν 6ην Ἀπριλίου 1963 ἡμέραν Σάββατον καὶ ὥραν 6.30 μ.μ. εἰς τὴν αἴθουσαν διαλέξεων τῆς «Παρνασσοῦ» ὁδὸς Ἡρώδου τοῦ Ἀττικοῦ 25. Θέμα: Αἱ συγχρονοι τάσεις τῆς οἰκονομικῆς ἐπιστήμης. [8, 68, 399, 2281]
table-row [1157, 1590, 1576, 1600]
article-headline: Η ΠΤΩΣΙΣ ΤΗΣ ΣΤΑΘΜΗΣ ΤΗΣ ΛΙΜΝΗΣ ΤΟΥ ΜΑΡΑΘΩΝΟΣ [955, 631, 1124, 659]
table-cell: 151 [117, 277, 133, 287]
table-cell: Ὑποκ/μα [1185, 1449, 1223, 1460]
table-cell: — [176, 259, 185, 269]
article-headline: ΑΥΡΙΟΝ ΕΟΡΤΑΖΕΤΑΙ Η ΗΜΕΡΑ ΤΗΣ ΥΓΕΙΑΣ [419, 463, 555, 491]
subheading: ΑΙ ΑΜΕΡΙΚΑΝΙΚΑΙ ΕΠΕΜΒΑΣΕΙΣ [581, 599, 765, 613]
table-cell: 13) [1159, 1569, 1174, 1580]
table-row [8, 287, 200, 296]
table-cell: » [1185, 1529, 1191, 1540]
column-rule [569, 58, 570, 2281]
table-heading: ΔΑΝΕΙΑ ΕΙΣ ΣΥΝΑΛΛΑΓΜΑ [27, 228, 182, 242]
table-cell: Καλλιθέας ὁδὸς Δαβάκη—Σοκρά- [1345, 1499, 1488, 1510]
issue-date: Παρασκευή 5 Ἀπριλίου 1963 [1257, 22, 1446, 37]
page-number: Σελὶς 7 [1527, 22, 1576, 37]
table-cell: 3) [1159, 1469, 1168, 1480]
ika-offices-table [1157, 1450, 1576, 1610]
lecturer-name: κ. JAN TINBERGEN [101, 2033, 306, 2059]
article-headline: ΣΥΝΕΧΙΖΕΤΑΙ ΑΠΟ ΣΗΜΕΡΟΝ «ΤΟ ΠΕΡΑΣΜΑ ΤΗΣ ΠΙΝΔΟΥ» ΑΠΟ ΤΗΝ ΟΜΑΔΑ ΤΖΩΝ ΧΑΝΤ [944, 58, 1135, 100]
table-cell: 9) [1159, 1529, 1168, 1540]
ote-advertisement: ΟΤΕ ΟΡΓΑΝΙΣΜΟΣ ΤΗΛΕΠΙΚΟΙΝΩΝΙΩΝ ΕΛΛΑΔΟΣ ΠΡΟΣΛΗΨΙΣ ΤΕΧΝΙΤΩΝ Προκηρύσσει διαγωνισμὸν διὰ τὴν πρόσληψιν τεχνιτῶν ἐκ τῶν ἀποφοίτων τῶν τεχνικῶν σχολῶν. Οἱ ὑποψήφιοι πρέπει νὰ εἶναι Ἕλληνες ὑπήκοοι, ἡλικίας 18—30 ἐτῶν, νὰ ἔχουν ἐκπληρώσει τὰς στρατιωτικὰς των ὑποχρεώσεις. Αἱ αἰτήσεις ὑποβάλλονται εἰς τὰ γραφεῖα τοῦ Ο.Τ.Ε. ὁδὸς Στουρνάρα 15, μέχρι τῆς 27ης Ἀπριλίου 1963. Πληροφορίαι εἰς τὰ γραφεῖα Προσωπικοῦ τοῦ Ὀργανισμοῦ καὶ εἰς τὰ κατὰ τόπους τηλεπικοινωνιακὰ κέντρα. Ὁ διαγωνισμὸς θὰ διεξαχθῇ ἐν Ἀθήναις καὶ εἰς τὰς μεγάλας πόλεις τῆς ἐπαρχίας. [776, 1975, 1135, 2274]
table-row [8, 278, 200, 287]
table-cell: » [1185, 1549, 1191, 1560]
table-row [1157, 1560, 1576, 1570]
article-headline: ΑΙ ΩΡΑΙ ΤΩΝ ΚΑΤΑΣΤΗΜΑΤΩΝ ΤΗΝ ΜΕΓ. ΕΒΔΟΜΑΔΑ [1175, 903, 1558, 921]
article-headline: ΤΟΠΟΘΕΤΗΣΕΙΣ ΕΙΣ ΤΑΣ ΑΝΩΤΑΤΑΣ ΣΧΟΛΑΣ [416, 637, 558, 665]
table-row [206, 278, 399, 287]
table-cell: 1960 ΑΒΓ [10, 241, 51, 251]
table-cell: » [1263, 1579, 1269, 1590]
table-cell: — [357, 295, 366, 305]
table-cell: Ὑποκ/μα [1185, 1479, 1223, 1490]
article-headline: ΕΚΛΕΨΕ ΣΥΣΤΗΜΑΤΙΚΩΣ ΧΡΗΜΑΤΑ ΑΠΟ ΕΚΚΛΗΣΙΑΣ [960, 927, 1119, 954]
banknotes-heading: ξένων χαρτονομισμάτων [34, 1410, 175, 1425]
table-cell: 7) [1159, 1509, 1168, 1520]
table-cell: Ἀραπτσιώτου Καστρικίου—Ὑπρου [1345, 1599, 1492, 1610]
table-cell: Πατησίων ὁδὸς Κυψέλης [1345, 1549, 1452, 1560]
table-cell: » [1263, 1599, 1269, 1610]
table-cell: » [1263, 1489, 1269, 1500]
table-cell: » [1263, 1519, 1269, 1530]
article-headline: ΤΟ ΙΝΣΤΙΤΟΥΤΟ ΓΛΩΣΣΩΝ ΤΟΥ ΜΟΝΑΧΟΥ [423, 1727, 551, 1782]
table-row [206, 296, 399, 305]
article-headline: ΓΕΩΡΓΙΟΣ ΚΑΙ ΒΟΥΛΓΑΡΗΣ [424, 1167, 550, 1207]
paper-name: «ΕΛΕΥΘΕΡΙΑ» [1122, 22, 1225, 37]
article-headline: ΠΥΤΟΚΤΟΝΗΣΕ ΡΙΦΘΕΙΣΑ ΔΙΑ ΤΑΡΑΞΙΝ ΝΟΣΟΚΟΜΕΙΟΥ [1205, 1218, 1528, 1233]
table-cell: Γεν. Ἀσφ. [208, 286, 248, 296]
table-filler: ΑΤΛΑΣ 300 ΑΦΟΙ ΚΛΩΣΤ. 1202 ΕΡΙΟΥΡΓΙΑ 15 ΕΛΑΙΟΥΡΓ. 620 ΗΛΕΚΤΡ. ΣΚ. 540 ΗΡΑΚΛΗΣ 955 ΙΠΠΟΔΡΟΜ. 278 ΚΕΡΑΜ. 1010 ΛΙΠΑΣΜΑΤΑ 445 ΟΙΝΟΙ 45 ΠΙΤΣΟΣ 735 ΠΕΙΡΑΙΚΗ 275 ΤΣΙΜΕΝΤΑ 1260 ΧΑΛΥΒΔΟΣ 455 ΧΡΩΜΑΤΑ 830 [206, 323, 399, 365]
table-cell: — [357, 286, 366, 296]
exchange-bulletin-heading: ΤΑ ΣΥΝΑΛΛΑΓΜΑΤΙΚΑ ΔΕΛΤΙΑ ΤΗΣ ΤΡΑΠΕΖΗΣ ΤΗΣ ΕΛΛΑΔΟΣ [214, 1302, 391, 1330]
article-headline: ΕΚΘΕΤΟΝ ΘΗΛΥ ΒΡΕΦΟΣ [965, 1101, 1114, 1116]
table-cell: » [1185, 1589, 1191, 1600]
table-cell: Ἑμπορική [208, 250, 248, 260]
table-cell: » [1263, 1509, 1269, 1520]
table-cell: Σειρὰ Α [10, 286, 42, 296]
table-cell: 700 [357, 259, 374, 269]
exchange-title: ΧΡΗΜΑΤΙΣΤΗΡΙΟΝ ΑΘΗΝΩΝ [79, 186, 328, 203]
article-headline: ΑΜΕΡΙΚΑΝΙΚΑ ΠΟΛΕΜΙΚΑ ΚΑΤΕΠΛΕΥΣΑΝ ΕΙΣ ΡΟΔΟΝ [410, 918, 564, 958]
article-signature: (ΕΚ ΤΗΣ ΔΙΕΥΘΥΝΣΕΩΣ ΤΗΣ ΕΛΛΗΝΙΚΗΣ ΕΤΑΙΡ. ΥΔΑΤΩΝ) [577, 1626, 769, 1644]
main-headline-line2: ΑΜΥΝΑΝ ΑΝΑΓΓΕΛΛΕΙ Η ΑΜΕΡΙΚΗ [1147, 108, 1586, 139]
table-row [1157, 1550, 1576, 1560]
continuation-label: Η ΣΥΝΕΧΕΙΑ 1 ΑΠΟ ΤΗΝ ΣΕΛΙΔΑ [409, 1210, 551, 1233]
ote-title-line1: ΟΡΓΑΝΙΣΜΟΣ [913, 1996, 1010, 2014]
table-cell: 316½ [117, 259, 141, 269]
article-headline: ΕΠΙΤΡΕΠΕΤΑΙ Η ΕΞΑΓΡΑΦΗ ΣΥΝΤΑΞΕΩΣ ΤΟΥ Ι.Κ.Α. ΔΙΑ ΠΛΗΡΕΞΟΥΣΙΟΥ [960, 296, 1119, 337]
advertisement: ΑΦΡΟΔΙΣΙΑ ΝΟΣΗΜΑΤΑ ΓΕΩΡΓΙΟΣ Ν. ΠΑΡΙΣΗΣ Δέχεται 8—2 καὶ 4—9. Πλατ. Ὁμονοίας. [942, 1658, 1137, 1721]
subheading: ΔΙΑ ΤΑΣ ΚΟΣΜΙΚΑΣ ΑΚΤΙΝΑΣ [1395, 474, 1562, 489]
metals-heading: Αἱ τιμαὶ τῶν μετάλλων [26, 1787, 183, 1805]
article-headline: ΠΩΣ ΑΙ ΕΙΣΠΡΑΞΕΙΣ ΤΗΣ. ΕΤΑΙΡΙΑΣ ΥΔΑΤΩΝ ΜΕΤΕΒΛΗΘΗΣΑΝ ΕΙΣ ΚΕΡΔΗ [577, 1048, 769, 1121]
table-row [8, 251, 200, 260]
table-cell: » [1185, 1599, 1191, 1610]
subheading: ΑΙ ΠΕΡΙΟΔΕΙΑΙ [630, 851, 715, 866]
table-cell: » [1263, 1459, 1269, 1470]
table-cell: 705 [314, 259, 330, 269]
table-row [1157, 1570, 1576, 1580]
free-markets-heading: Ἐλεύθεραι ἀγοραὶ [40, 1394, 169, 1412]
table-cell: — [357, 268, 366, 278]
table-cell: 1960 ΔΕΖ [10, 250, 51, 260]
main-headline-line1: ΤΟ ΚΕΝΤΡΟΝ ΕΠΙΚΡΙΝΕΙ [577, 58, 769, 113]
table-cell: 4182 [314, 295, 335, 305]
table-cell: Κτηματική [208, 268, 252, 278]
table-heading: ΤΡΑΠΕΖΑΙ — ΑΣΦΑΛΕΙΑΙ [231, 228, 374, 242]
continuation-label: Η ΣΥΝΕΧΕΙΑ 1 ΑΠΟ ΤΗΝ ΣΕΛΙΔΑ [1147, 147, 1335, 159]
research-center-title: ΤΟ ΚΕΝΤΡΟΝ ΟΙΚΟΝΟΜΙΚΩΝ ΕΡΕΥΝΩΝ [33, 1973, 374, 2026]
table-cell: 530 [314, 277, 330, 287]
table-cell: Ἰονική [208, 259, 235, 269]
table-cell: » [1185, 1559, 1191, 1570]
table-cell: » [1263, 1529, 1269, 1540]
table-cell: 8) [1159, 1519, 1168, 1530]
table-cell: 15) [1159, 1589, 1174, 1600]
table-cell: » [1263, 1559, 1269, 1570]
ote-title-line2: ΤΗΛΕΠΙΚΟΙΝΩΝΙΩΝ ΕΛΛΑΔΟΣ [853, 2012, 1070, 2029]
table-row [8, 260, 200, 269]
exchange-subtitle: ΚΛΕΙΣΙΜΟΝ ΠΕΜΠΤΗΣ, 4ης ΑΠΡΙΛΙΟΥ 1963. [85, 205, 322, 216]
table-row [1157, 1450, 1576, 1460]
article-subheadline: ΕΠΙ ΕΝΟΣ ΑΡΙΘΜΗΤΙΚΟΥ ΛΑΘΟΥΣ [621, 1124, 769, 1147]
table-row [8, 242, 200, 251]
article-headline: ΟΙ ΧΑΝΣΕΝΙΚΟΙ ΔΕΝ ΕΙΝΑΙ ΠΛΕΟΝ ΕΠΙΚΙΝΔΥΝΟΙ ΔΙΑ ΤΟΥΣ ΣΥΝΑΝΘΡΩΠΟΥΣ ΤΩΝ [413, 58, 561, 153]
ika-title: ΑΝΑΚΟΙΝΩΣΙΣ ΤΟΥ Ι.Κ.Α. [1188, 1315, 1545, 1346]
table-cell: 4) [1159, 1479, 1168, 1490]
table-cell: 5) [1159, 1489, 1168, 1500]
table-cell: » [1185, 1569, 1191, 1580]
indices-heading: ΔΙΕΘΝΕΙΣ ΤΙΜΑΡΙΘΜΟΙ [230, 870, 375, 886]
table-cell: » [1185, 1499, 1191, 1510]
article-headline: ΕΡΩΤΗΣΕΙΣ ΔΙΑ ΤΟΝ ΟΓΑ ΧΘΕΣ ΕΙΣ ΤΗΝ ΒΟΥΛΗΝ [955, 1198, 1124, 1254]
table-cell: — [176, 286, 185, 296]
table-cell: » [1263, 1589, 1269, 1600]
column-two: ΟΙ ΧΑΝΣΕΝΙΚΟΙ ΔΕΝ ΕΙΝΑΙ ΠΛΕΟΝ ΕΠΙΚΙΝΔΥΝΟΙ ΔΙΑ ΤΟΥΣ ΣΥΝΑΝΘΡΩΠΟΥΣ ΤΩΝ Ὁ ΕΟΡΤΑΣΜΟΣ ΤΗΣ ΠΑΓΚΟΣΜΙΟΥ ΗΜΕΡΑΣ ΤΩΝ. Ἐπ' εὐκαιρίᾳ τοῦ ἑορτασμοῦ τῆς Παγκοσμίου Ἡμέρας τῶν Χανσενικῶν ὁ Σύλλογος ἐξέδωκεν ἀνακοίνωσιν διὰ τῆς ὁποίας τονίζεται ὅτι οἱ χανσενικοὶ δὲν εἶναι πλέον ἐπικίνδυνοι διὰ τοὺς συνανθρώπους των, χάρις εἰς τὰς νέας θεραπευτικὰς μεθόδους. Ἡ νόσος ἀντιμετωπίζεται σήμερον ἐπιτυχῶς καὶ οἱ ἀσθενεῖς δύνανται νὰ ἐπιστρέψουν εἰς τὴν κοινωνίαν. Ὁ Σύλλογος ζητεῖ ὅπως καταβληθοῦν προσπάθειαι διὰ τὴν ἐπανένταξιν τῶν θεραπευθέντων. ΑΥΡΙΟΝ ΕΟΡΤΑΖΕΤΑΙ Η ΗΜΕΡΑ ΤΗΣ ΥΓΕΙΑΣ Αὔριον Σάββατον ἑορτάζεται εἰς ὁλόκληρον τὸν κόσμον ἡ «Ἡμέρα τῆς Ὑγείας». Τὸ θέμα τοῦ ἐφετινοῦ ἑορτασμοῦ εἶναι «Πείνα, νόσος ἑκατομμυρίων». Εἰς τὴν χώραν μας θὰ πραγματοποιηθοῦν ὁμιλίαι καὶ ἐκδηλώσεις. ΤΟΠΟΘΕΤΗΣΕΙΣ ΕΙΣ ΤΑΣ ΑΝΩΤΑΤΑΣ ΣΧΟΛΑΣ Διὰ ἀποφάσεως τοῦ ὑπουργοῦ Παιδείας ἐτοποθετήθησαν εἰς τὰς ἀνωτάτας σχολὰς καθηγηταὶ καὶ ἐπιμεληταί. Κατὰ τὴν ἀπόφασιν διορίζονται εἰς τὸ Πανεπιστήμιον Ἀθηνῶν καὶ Θεσσαλονίκης. ΠΡΟΓΡΑΜΜΑ ΑΝΕΓΕΡΣΕΩΣ ΣΧΟΛΕΙΩΝ Ὁ ὑπουργὸς τῆς Παιδείας κ. Καλιάς ἐνέκρινε τὸ πρόγραμμα ἀνεγέρσεως σχολείων διὰ τὸ τρέχον ἔτος. Τὸ πρόγραμμα περιλαμβάνει τὴν ἀνέγερσιν 300 διδακτηρίων εἰς ὅλην τὴν χώραν. ΑΜΕΡΙΚΑΝΙΚΑ ΠΟΛΕΜΙΚΑ ΚΑΤΕΠΛΕΥΣΑΝ ΕΙΣ ΡΟΔΟΝ ΡΟΔΟΣ, 4. (Ἰδ. ἀνταπ.). Κατέπλευσαν σήμερον εἰς τὸν λιμένα τῆς Ρόδου τρία ἀμερικανικὰ πολεμικὰ σκάφη. Οἱ ναῦται ἐξῆλθον εἰς τὴν πόλιν. ΔΕΝ ΗΥΤΟΚΤΟΝΗΣΕΝ ΕΙΣ ΤΗΝ ΣΟΒΙΕΤ. ΣΥΣΣΙΡΙΑΚΗΝ Διεψεύσθη ἡ εἴδησις περὶ αὐτοκτονίας ἑλληνίδος εἰς τὴν σοβιετικὴν συσσιριακήν. Ἡ ἀνωτέρω εὑρίσκεται ἐν ζωῇ. ΓΕΩΡΓΙΟΣ ΚΑΙ ΒΟΥΛΓΑΡΗΣ Η ΣΥΝΕΧΕΙΑ 1 ΑΠΟ ΤΗΝ ΣΕΛΙΔΑ λεπτόν... Καὶ ὕστερον, σκεφθεὶς ὀλίγον, σοβαρῶς ἐκεῖ, κατὰ τὸ σύνηθες: Τότε ὁ Γεώργιος, σιγανὰ καὶ ἐκ τοῦ σύνεγγυς, σοβαρῶς ἐκεῖ ὅπως πάντοτε: — Ἀλλά, ἐγὼ δὲν μπορῶ νὰ κάνω τίποτε! — Ὁ Βούλγαρης ἀπήντησε: — Ὁ Βασιλεὺς ἐπιθυμεῖ νὰ σᾶς ἴδῃ. — Ὁ Γεώργιος ἐπανέλαβεν: — Δὲν δύναμαι νὰ πράξω ἄλλως. Ἡ συνομιλία διήρκεσεν ἀρκετὴν ὥραν καὶ ἐν τέλει ὁ Βούλγαρης ἀπεχώρησε. Καὶ ἰδοὺ τώρα ἐπαναλαμβάνεται ἡ ἱστορία εἰς τὴν σημερινὴν πολιτικὴν ζωὴν τῆς χώρας μας, μὲ τοὺς ἰδίους σχεδὸν διαλόγους καὶ τὰς ἰδίας ἀποφάσεις τῶν πρωταγωνιστῶν. Μεγαλόφρονες, αὐτοὶ εἶναι ἀνθρωποι τῆς ἐποχῆς των, δὲν δύνανται νὰ ἐννοήσουν τὰς νέας ἀνάγκας τοῦ τόπου. ΣΠΥΡΟΣ ΜΕΛΑΣ ΤΟ ΙΝΣΤΙΤΟΥΤΟ ΓΛΩΣΣΩΝ ΤΟΥ ΜΟΝΑΧΟΥ Τὸ Ἰνστιτοῦτο μὲ ἀποκλειστικὸν σκοπὸν τὴν διδασκαλίαν τῆς γερμανικῆς γλώσσης διοργανώνει κατὰ τὸ θέρος μαθήματα εἰς Γερμανίαν. Πληροφορίαι καὶ ἐγγραφαὶ εἰς τὰ γραφεῖα τοῦ Ἰνστιτούτου καθ' ἑκάστην ἐκτὸς Σαββάτου, ὥραι 9—1 π.μ. καὶ 5—8 μ.μ. Ἐκδρομαὶ εἰς τὰ Βαυαρικὰ Ἄλπεις, τὸ Μόναχον καὶ ἄλλας πόλεις. Εἰς τοὺς μαθητὰς παρέχεται διαμονὴ καὶ διατροφή. GLORIPHON Πλ. Ἀντιτσοπούλου 1 Κολοκοτρώνη 11, Ἀθῆναι (115) [409, 58, 565, 1865]
table-cell: Ἑθν. Ἀσφάλ. [208, 295, 260, 305]
table-row [1157, 1470, 1576, 1480]
table-cell: 12) [1159, 1559, 1174, 1570]
table-cell: 155½ [117, 286, 141, 296]
table-cell: 1750 [314, 286, 335, 296]
table-cell: 11) [1159, 1549, 1174, 1560]
table-row [206, 287, 399, 296]
advertisement: ΑΦΡΟΔΙΣΙΑ ΝΟΣΗΜΑΤΑ Α. ΡΙΓΟΠΟΥΛΑΚΗΣ Δέχεται ἑκάστην 7 (Πλατ. Ἀγίου Κωνσταντίνου) 10—12 καὶ 4—9. Τηλ. 525.357. [577, 1777, 769, 1844]
column-rule [938, 58, 939, 2281]
table-cell: 1962 ΑΒΓ [10, 268, 51, 278]
ote-logo: ΟΤΕ [787, 1986, 841, 2040]
table-cell: 2910 [357, 250, 379, 260]
ika-signature: Ἐκ τῆς Διοικήσεως τοῦ Ι.Κ.Α. [1443, 1821, 1576, 1832]
article-headline: ΟΙ ΠΙΝΑΚΕΣ ΠΡΟΑΚΤΕΩΝ ΔΗΜΟΔΙΔΑΣΚΑΛΩΝ [1199, 777, 1534, 795]
ika-announcement: ΑΝΑΚΟΙΝΩΣΙΣ ΤΟΥ Ι.Κ.Α. ΚΑΤΑΒΟΛΗ ΔΩΡΟΥ ΠΑΣΧΑ ΕΙΣ ΕΡΓΑΤΟΤΕΧΝΙΤΑΣ ΟΙΚΟΔΟΜΟΥ Ἀπὸ τῆς Μεγάλης Δευτέρας 8ης Ἀπριλίου 1963 ἀρχίζει ἡ καταβολὴ τοῦ δώρου Πάσχα εἰς τοὺς ἐργατοτεχνίτας οἰκοδόμους. Ἡ πληρωμὴ θὰ συνεχισθῇ μέχρι καὶ τῆς 20ῆς Ἀπριλίου 1963. 1) Ὑποκ/μα ΙΚΑ Ἀθηνῶν ὁδὸς Πειραιῶς 64 2) » » Ἀγγέλου 'Ιερὰ ὁδὸς 227 3) Παράρτημα » Ἀμπελοκήπων ὁδὸς Λαμψάκου 15 4) Ὑποκ/μα » Ἀπολλόδωρου ὁδὸς Ἀλεξάνδρας 119 5) » » Ἀττικὴς ὁδὸς Πατησίων 104, Πλ. 6) » » Καλλιθέας ὁδὸς Δαβάκη—Σοκρά- 7) » » Κεραμεικοῦ ὁδὸς Εὐρυδίκης 10 8) » » Ν. Ἰωνίας ὁδὸς Ἠρακλείου 29 9) » » Ν. Ἰωνίας ὁδὸς Μαρίνου Ἀντύπα 10) » » Παγκρατίου ὁδὸς Χρεμωνίδου 54 11) » » Πατησίων ὁδὸς Κυψέλης 12) » » Περιστερίου ὁδὸς Σαραντοπόρου 13) » » Χαλανδρίου ὁδὸς Δημοσθένους 14) » » Ὑμηττοῦ ὁδὸς Γούναρη 10 15) » » Πειραιῶς ὁδὸς Ἀκτῆς 6 16) » » Ἀραπτσιώτου Καστρικίου—Ὑπρου Δικαιολογητικὰ πληρωμῆς τοῦ δώρου εἶναι μόνον: α) Τὸ Δελτίον εἰσφορῶν, ἐπὶ τῶν ὁποίων ἔχουν ἐπικολληθῆ ἔνσημα ἀπὸ 16 Δεκεμβρίου 1962 μέχρι 8 Ἀπριλίου 1963, καὶ β) Τὸ ἀσφαλιστικὸν βιβλιάριον τοῦ Ι.Κ.Α. Τὸ δῶρον θὰ καταβληθῇ ἐκ τοῦ παρὰ τῷ Ι.Κ.Α. ἀποθεματικοῦ δώρου Πάσχα. Ὅσοι τυχὸν δὲν ἔλαβον τὸ δῶρον Χριστουγέννων 1962 δικαιοῦνται νὰ λάβουν τοῦτο ὁμοῦ μὲ τὸ δῶρον Πάσχα. Ἐκ τῆς συντάξεως προσφέρεται ὅτι διὰ τὴν παρακράτησιν τοῦ φόρου θὰ λάβῃ ὑπ' ὄψιν ἡ Ὑπηρεσία. Ἀπαραιτήτως προσκομίζεται ἡ ταυτότης τοῦ δικαιούχου ἢ ἄλλο ἐπίσημον ἔγγραφον. Συνιστᾶται εἰς τοὺς δικαιούχους νὰ προσέρχωνται διὰ τὴν εἴσπραξιν τοῦ δώρου κατὰ τὰς πρώτας ἡμέρας τῆς πληρωμῆς πρὸς ἀποφυγὴν συνωστισμοῦ. Ἐκ τῆς Διοικήσεως τοῦ Ι.Κ.Α. [1147, 1308, 1586, 1845]
table-cell: Ἀττικὴς ὁδὸς Πατησίων 104, Πλ. [1345, 1489, 1489, 1500]
table-cell: Κεραμεικοῦ ὁδὸς Εὐρυδίκης 10 [1345, 1509, 1479, 1520]
